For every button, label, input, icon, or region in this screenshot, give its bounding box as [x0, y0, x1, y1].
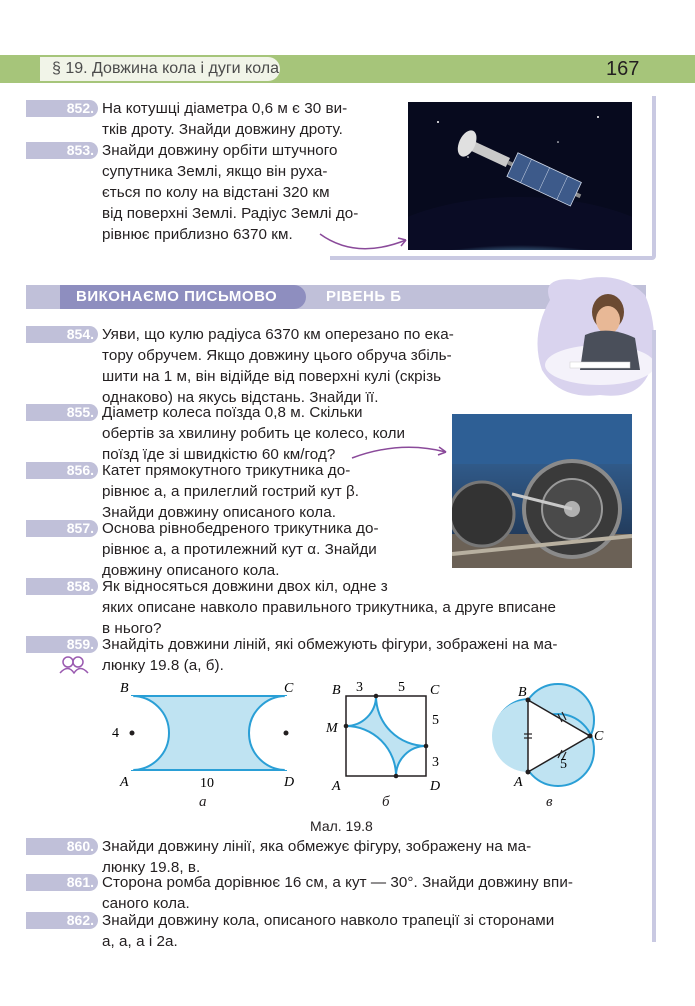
problem-number: 858.: [26, 578, 98, 595]
section-level: РІВЕНЬ Б: [326, 288, 402, 305]
svg-text:D: D: [430, 779, 441, 794]
pointer-arrow: [350, 440, 454, 464]
vertex-label: A: [120, 775, 129, 790]
svg-text:5: 5: [560, 757, 567, 772]
svg-text:C: C: [594, 729, 604, 744]
problem-855-text: Діаметр колеса поїзда 0,8 м. Скільки обертів за хвилину робить це колесо, коли поїзд їде зі швидкістю 60 км/год?: [102, 404, 406, 463]
svg-text:3: 3: [432, 755, 439, 770]
figure-c: [488, 676, 618, 796]
svg-text:3: 3: [356, 680, 363, 695]
problem-number: 855.: [26, 404, 98, 421]
block-border-right: [652, 96, 656, 256]
figure-b-label: б: [382, 794, 390, 810]
side-label: 10: [200, 776, 214, 791]
problem-858-text: Як відносяться довжини двох кіл, одне з яких описане навколо правильного трикутника, а друге вписане в нього?: [102, 578, 556, 637]
problem-852-text: На котушці діаметра 0,6 м є 30 ви- тків дроту. Знайди довжину дроту.: [102, 100, 348, 138]
figure-a-label: а: [199, 794, 207, 810]
vertex-label: C: [284, 681, 294, 696]
svg-text:C: C: [430, 683, 440, 698]
side-label: 4: [112, 726, 119, 741]
chapter-title: § 19. Довжина кола і дуги кола: [52, 60, 280, 77]
problem-859-text: Знайдіть довжини ліній, які обмежують фігури, зображені на ма- люнку 19.8 (а, б).: [102, 636, 558, 674]
svg-text:A: A: [514, 775, 523, 790]
problem-number: 860.: [26, 838, 98, 855]
problem-862-text: Знайди довжину кола, описаного навколо трапеції зі сторонами a, a, a і 2a.: [102, 912, 555, 950]
problem-number: 856.: [26, 462, 98, 479]
pointer-arrow: [316, 228, 416, 260]
problem-860-text: Знайди довжину лінії, яка обмежує фігуру, зображену на ма- люнку 19.8, в.: [102, 838, 532, 876]
vertex-label: B: [120, 681, 129, 696]
figure-caption: Мал. 19.8: [310, 818, 373, 834]
page-number: 167: [606, 58, 640, 80]
svg-text:B: B: [332, 683, 341, 698]
figure-a: [110, 676, 310, 796]
block-border-right: [652, 330, 656, 942]
train-wheel-photo: [452, 414, 632, 568]
problem-861-text: Сторона ромба дорівнює 16 см, а кут — 30°. Знайди довжину впи- саного кола.: [102, 874, 573, 912]
section-title: ВИКОНАЄМО ПИСЬМОВО: [76, 288, 278, 305]
svg-text:5: 5: [398, 680, 405, 695]
svg-text:5: 5: [432, 713, 439, 728]
problem-number: 852.: [26, 100, 98, 117]
svg-text:A: A: [332, 779, 341, 794]
problem-number: 861.: [26, 874, 98, 891]
satellite-photo: [408, 102, 632, 250]
vertex-label: D: [284, 775, 295, 790]
group-work-icon: [58, 656, 90, 674]
problem-number: 854.: [26, 326, 98, 343]
problem-856-text: Катет прямокутного трикутника до- рівнює a, а прилеглий гострий кут β. Знайди довжину описаного кола.: [102, 462, 360, 521]
figure-b: [324, 676, 454, 796]
problem-857-text: Основа рівнобедреного трикутника до- рівнює a, а протилежний кут α. Знайди довжину описаного кола.: [102, 520, 379, 579]
problem-854-text: Уяви, що кулю радіуса 6370 км оперезано по ека- тору обручем. Якщо довжину цього обруча збіль- шити на 1 м, він відійде від поверхні кулі (скрізь однаково) на якусь відстань. Знайди її.: [102, 326, 454, 406]
problem-number: 853.: [26, 142, 98, 159]
student-photo: [530, 270, 658, 402]
figure-c-label: в: [546, 794, 553, 810]
svg-text:B: B: [518, 685, 527, 700]
problem-number: 859.: [26, 636, 98, 653]
problem-853-text: Знайди довжину орбіти штучного супутника Землі, якщо він руха- ється по колу на відстані 320 км від поверхні Землі. Радіус Землі до- рівнює приблизно 6370 км.: [102, 142, 359, 243]
problem-number: 862.: [26, 912, 98, 929]
svg-text:M: M: [326, 721, 338, 736]
problem-number: 857.: [26, 520, 98, 537]
